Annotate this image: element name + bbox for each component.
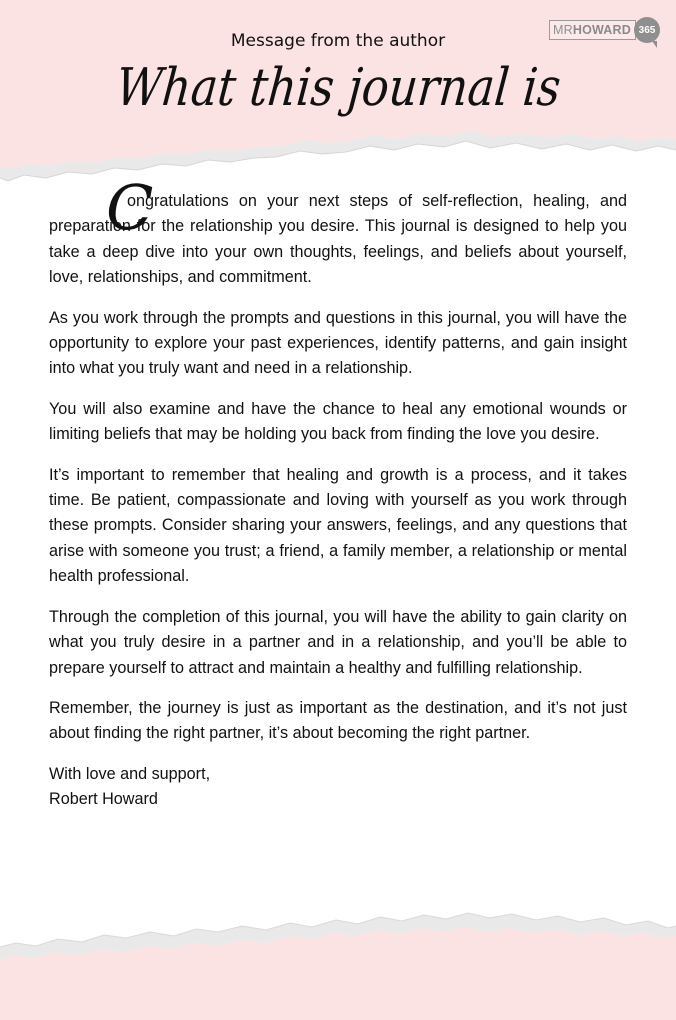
paragraph-3: You will also examine and have the chance to heal any emotional wounds or limiting beliefs that may be holding you back from finding the love you desire. — [49, 399, 627, 444]
paragraph-2: As you work through the prompts and questions in this journal, you will have the opportunity to explore your past experiences, identify patterns, and gain insight into what you truly want and need in a relationship. — [49, 308, 627, 378]
torn-paper-footer-band — [0, 905, 676, 1020]
drop-cap-letter: C — [106, 171, 154, 244]
logo-badge-number: 365 — [638, 24, 656, 36]
signoff — [49, 762, 627, 813]
page-subtitle: Message from the author — [230, 31, 446, 51]
paragraph-5: Through the completion of this journal, you will have the ability to gain clarity on what you truly desire in a partner and in a relationship, and you’ll be able to prepare yourself to attract and maintain a healthy and fulfilling relationship. — [49, 607, 627, 677]
paragraph-1-text: ongratulations on your next steps of self-reflection, healing, and preparation for the relationship you desire. This journal is designed to help you take a deep dive into your own thoughts, feelings, and beliefs about yourself, love, relationships, and commitment. — [49, 192, 627, 287]
paragraph-6: Remember, the journey is just as important as the destination, and it’s not just about finding the right partner, it’s about becoming the right partner. — [49, 698, 627, 743]
logo-prefix: MR — [553, 23, 573, 37]
closing-line: With love and support, — [49, 764, 211, 783]
paragraph-1 — [49, 171, 627, 291]
page-title: What this journal is — [113, 58, 564, 118]
letter-body — [49, 171, 627, 813]
logo-name: HOWARD — [572, 23, 631, 37]
signature: Robert Howard — [49, 790, 158, 809]
paragraph-4: It’s important to remember that healing and growth is a process, and it takes time. Be patient, compassionate and loving with yourself as you work through these prompts. Consider sharing your answers, feelings, and any questions that arise with someone you trust; a friend, a family member, a relationship or mental health professional. — [49, 465, 627, 586]
